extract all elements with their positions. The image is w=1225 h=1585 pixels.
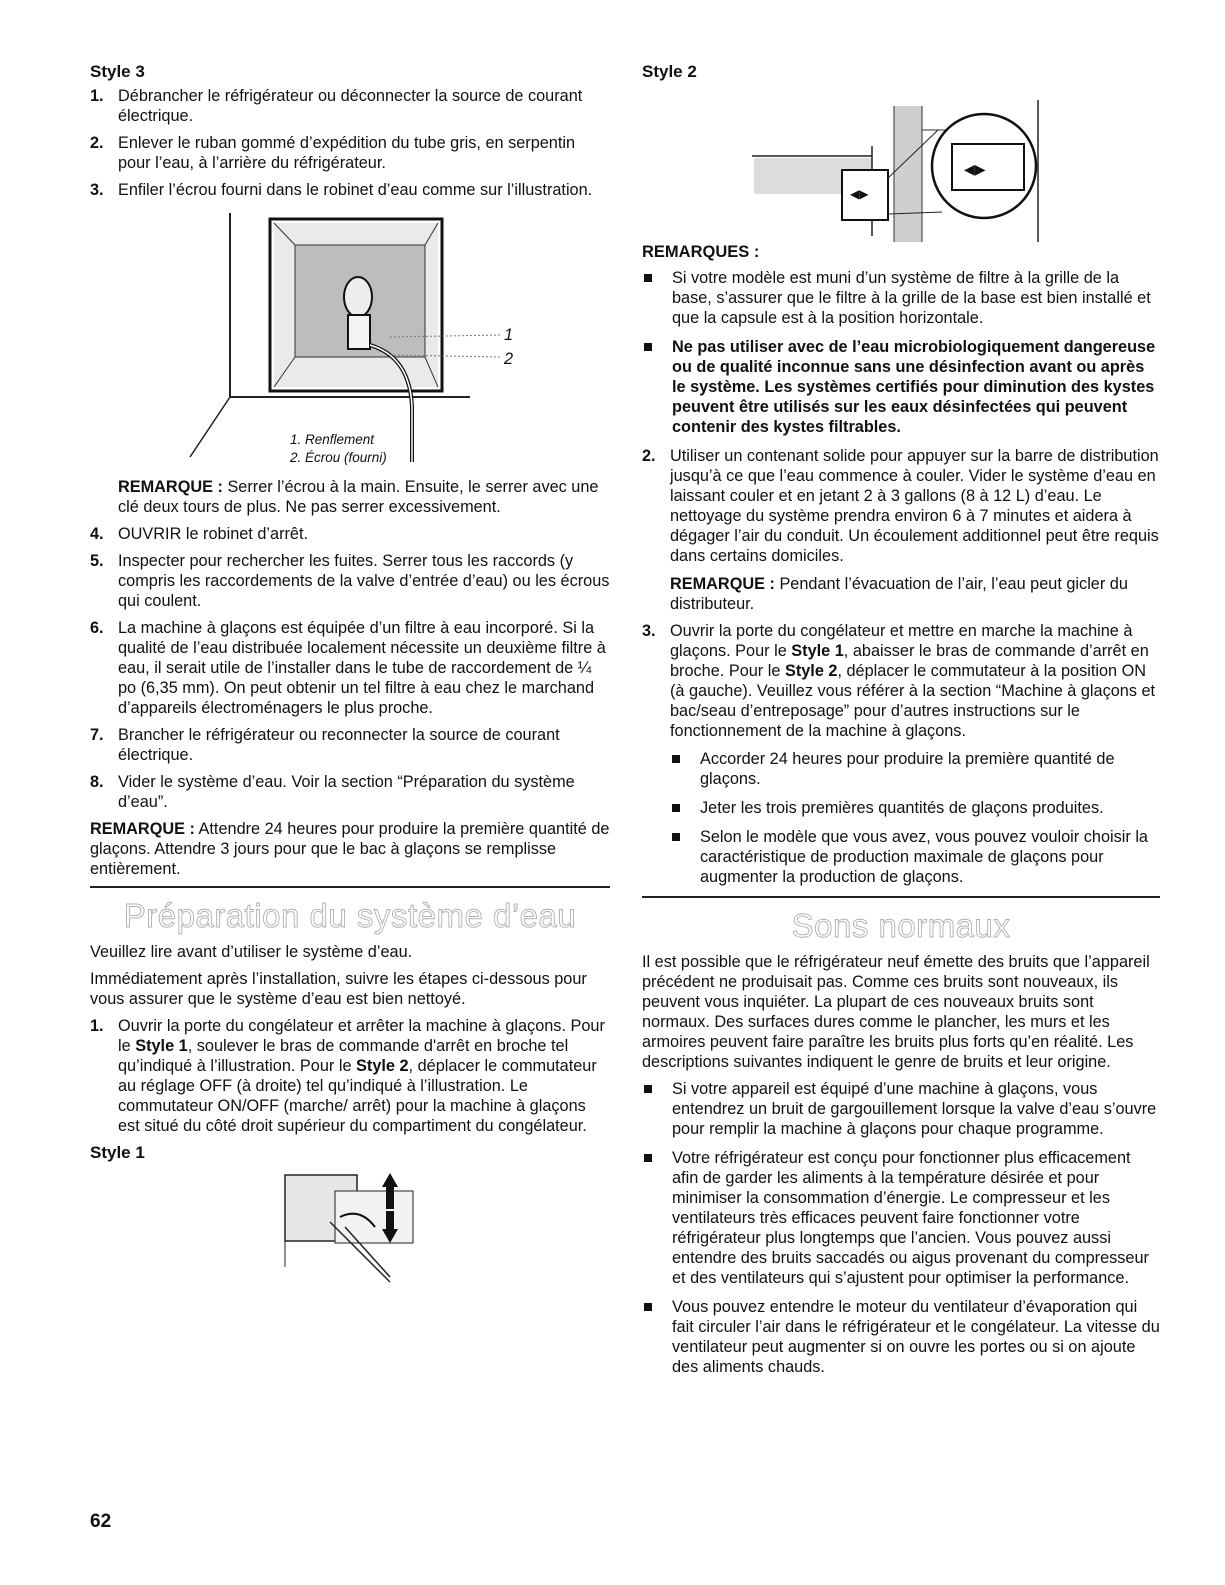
callout-1: 1 — [504, 326, 514, 344]
prep-steps — [90, 1016, 610, 1136]
list-item: 6. La machine à glaçons est équipée d’un filtre à eau incorporé. Si la qualité de l’eau distribuée localement nécessite un deuxième filtre à eau, il serait utile de l’installer dans le tube de raccordement de ¼ po (6,35 mm). On peut obtenir un tel filtre à eau chez le marchand d’appareils électroménagers le plus proche. — [90, 619, 606, 717]
list-item: Votre réfrigérateur est conçu pour fonctionner plus efficacement afin de garder les aliments à la température désirée et pour minimiser la consommation d’énergie. Le compresseur et les ventilateurs très efficaces peuvent faire fonctionner votre réfrigérateur plus longtemps que l’ancien. Vous pouvez aussi entendre des bruits saccadés ou aigus provenant du compresseur et des ventilateurs qui s’ajustent pour optimiser la performance. — [642, 1148, 1160, 1288]
style1-heading: Style 1 — [90, 1143, 145, 1162]
section-title: Préparation du système d’eau — [123, 897, 577, 934]
figure-caption — [290, 431, 387, 467]
style3-steps-continued — [90, 524, 610, 812]
prep-steps-continued — [642, 446, 1160, 887]
remark-paragraph: REMARQUE : Attendre 24 heures pour produire la première quantité de glaçons. Attendre 3 jours pour que le bac à glaçons se remplisse entièrement. — [90, 820, 610, 878]
list-item: Si votre modèle est muni d’un système de filtre à la grille de la base, s’assurer que le filtre à la grille de la base est bien installé et que la capsule est à la position horizontale. — [642, 268, 1160, 328]
remark-paragraph: REMARQUE : Pendant l’évacuation de l’air, l’eau peut gicler du distributeur. — [670, 575, 1128, 613]
page-number: 62 — [90, 1511, 112, 1532]
water-valve-illustration — [90, 207, 610, 469]
step3-bullets — [670, 749, 1160, 887]
remarques-heading: REMARQUES : — [642, 243, 760, 261]
list-item: Jeter les trois premières quantités de glaçons produites. — [670, 798, 1160, 818]
style2-illustration — [642, 86, 1160, 242]
list-item: 3. Enfiler l’écrou fourni dans le robinet d’eau comme sur l’illustration. — [90, 181, 593, 199]
left-column — [90, 62, 610, 1287]
remarques-list — [642, 268, 1160, 437]
body-paragraph: Il est possible que le réfrigérateur neuf émette des bruits que l’appareil précédent ne produisait pas. Comme ces bruits sont nouveaux, ils peuvent vous inquiéter. La plupart de ces nouveaux bruits sont normaux. Des surfaces dures comme le plancher, les murs et les armoires peuvent faire paraître les bruits plus forts qu’en réalité. Les descriptions suivantes indiquent le genre de bruits et leur origine. — [642, 953, 1150, 1071]
svg-text:◀▶: ◀▶ — [964, 162, 986, 178]
right-column — [642, 62, 1160, 1386]
section-divider — [90, 886, 610, 888]
list-item: 8. Vider le système d’eau. Voir la section “Préparation du système d’eau”. — [90, 773, 575, 811]
list-item: 4. OUVRIR le robinet d’arrêt. — [90, 525, 309, 543]
style3-steps — [90, 86, 610, 200]
caption-line: 2. Écrou (fourni) — [290, 450, 387, 465]
list-item: 5. Inspecter pour rechercher les fuites. Serrer tous les raccords (y compris les raccordements de la valve d’entrée d’eau) ou les écrous qui coulent. — [90, 552, 610, 610]
remark-paragraph: REMARQUE : Serrer l’écrou à la main. Ensuite, le serrer avec une clé deux tours de plus. Ne pas serrer excessivement. — [118, 478, 599, 516]
list-item: Selon le modèle que vous avez, vous pouvez vouloir choisir la caractéristique de production maximale de glaçons pour augmenter la production de glaçons. — [670, 827, 1160, 887]
section-title: Sons normaux — [791, 907, 1011, 944]
ice-maker-switch-drawing — [642, 86, 1160, 242]
list-item: 2. Enlever le ruban gommé d’expédition du tube gris, en serpentin pour l’eau, à l’arrière du réfrigérateur. — [90, 134, 576, 172]
ice-maker-arm-drawing — [90, 1167, 610, 1287]
list-item: 1. Débrancher le réfrigérateur ou déconnecter la source de courant électrique. — [90, 87, 583, 125]
list-item: Ne pas utiliser avec de l’eau microbiologiquement dangereuse ou de qualité inconnue sans une désinfection avant ou après le système. Les systèmes certifiés pour diminution des kystes peuvent être utilisés sur les eaux désinfectées qui peuvent contenir des kystes filtrables. — [642, 337, 1160, 437]
list-item: Accorder 24 heures pour produire la première quantité de glaçons. — [670, 749, 1160, 789]
section-divider — [642, 896, 1160, 898]
body-paragraph: Immédiatement après l’installation, suivre les étapes ci-dessous pour vous assurer que le système d’eau est bien nettoyé. — [90, 970, 587, 1008]
body-paragraph: Veuillez lire avant d’utiliser le système d’eau. — [90, 943, 413, 961]
style2-heading: Style 2 — [642, 62, 697, 81]
list-item: 2. Utiliser un contenant solide pour appuyer sur la barre de distribution jusqu’à ce que l’eau commence à couler. Vider le système d’eau en laissant couler et en jetant 2 à 3 gallons (8 à 12 L) d’eau. Le nettoyage du système prendra environ 6 à 7 minutes et aidera à dégager l’air du conduit. Un écoulement additionnel peut être requis dans certains domiciles. REMARQUE : Pendant l’évacuation de l’air, l’eau peut gicler du distributeur. — [642, 447, 1159, 613]
list-item: 3. Ouvrir la porte du congélateur et mettre en marche la machine à glaçons. Pour le Style 1, abaisser le bras de commande d’arrêt en broche. Pour le Style 2, déplacer le commutateur à la position ON (à gauche). Veuillez vous référer à la section “Machine à glaçons et bac/seau d’entreposage” pour d’autres instructions sur le fonctionnement de la machine à glaçons. Accorder 24 heures pour produire la première quantité de glaçons. Jeter les trois premières quantités de glaçons produites. Selon le modèle que vous avez, vous pouvez vouloir choisir la caractéristique de production maximale de glaçons pour augmenter la production de glaçons. — [642, 621, 1160, 887]
caption-line: 1. Renflement — [290, 432, 375, 447]
style1-illustration — [90, 1167, 610, 1287]
list-item: Si votre appareil est équipé d’une machine à glaçons, vous entendrez un bruit de gargouillement lorsque la valve d’eau s’ouvre pour remplir la machine à glaçons pour chaque programme. — [642, 1079, 1160, 1139]
list-item: 7. Brancher le réfrigérateur ou reconnecter la source de courant électrique. — [90, 726, 560, 764]
style3-heading: Style 3 — [90, 62, 145, 81]
callout-2: 2 — [504, 350, 514, 368]
svg-text:◀▶: ◀▶ — [850, 187, 869, 201]
sons-list — [642, 1079, 1160, 1377]
water-valve-drawing — [90, 207, 610, 469]
list-item: Vous pouvez entendre le moteur du ventilateur d’évaporation qui fait circuler l’air dans le réfrigérateur et le congélateur. La vitesse du ventilateur peut augmenter si on ouvre les portes ou si on ajoute des aliments chauds. — [642, 1297, 1160, 1377]
list-item: 1. Ouvrir la porte du congélateur et arrêter la machine à glaçons. Pour le Style 1, soulever le bras de commande d'arrêt en broche tel qu’indiqué à l’illustration. Pour le Style 2, déplacer le commutateur au réglage OFF (à droite) tel qu’indiqué à l’illustration. Le commutateur ON/OFF (marche/ arrêt) pour la machine à glaçons est situé du côté droit supérieur du compartiment du congélateur. — [90, 1017, 605, 1135]
